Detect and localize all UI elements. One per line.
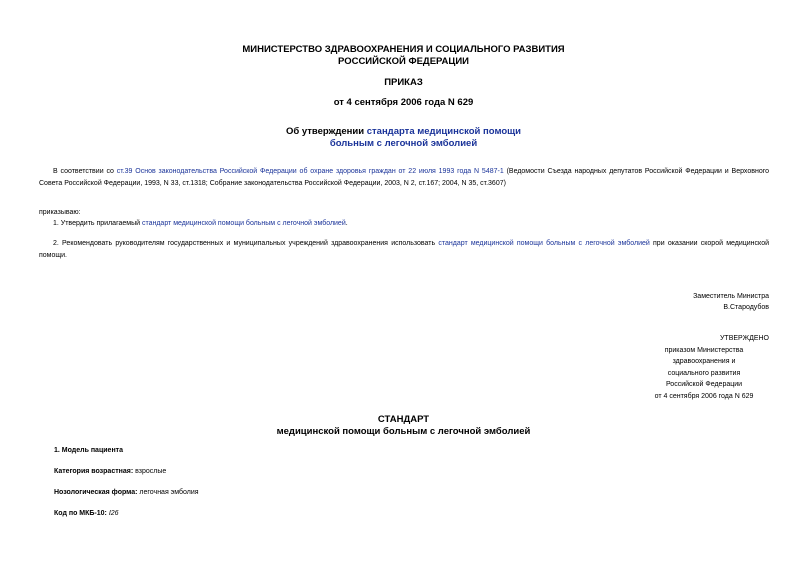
order-item-1 bbox=[39, 218, 769, 230]
nosology-form bbox=[54, 487, 199, 498]
ministry-line-1: МИНИСТЕРСТВО ЗДРАВООХРАНЕНИЯ И СОЦИАЛЬНОГО РАЗВИТИЯ bbox=[242, 44, 565, 55]
doc-date: от 4 сентября 2006 года N 629 bbox=[333, 97, 474, 108]
item2-before: 2. Рекомендовать руководителям государственных и муниципальных учреждений здравоохранения использовать bbox=[53, 240, 439, 247]
age-label: Категория возрастная: bbox=[54, 468, 134, 475]
approval-line-4: Российской Федерации bbox=[665, 381, 743, 388]
item2-standard-link[interactable]: стандарт медицинской помощи больным с легочной эмболией bbox=[438, 240, 650, 247]
doc-type: ПРИКАЗ bbox=[384, 77, 423, 88]
subject-prefix: Об утверждении bbox=[285, 126, 367, 137]
ministry-title bbox=[0, 44, 807, 68]
icd-code bbox=[54, 508, 119, 519]
approval-title: УТВЕРЖДЕНО bbox=[719, 335, 769, 342]
age-value: взрослые bbox=[133, 468, 167, 475]
section-patient-model: 1. Модель пациента bbox=[54, 447, 123, 454]
signature-block bbox=[693, 291, 769, 313]
icd-label: Код по МКБ-10: bbox=[54, 510, 107, 517]
standard-title: СТАНДАРТ bbox=[377, 414, 430, 425]
approval-line-1: приказом Министерства bbox=[664, 346, 744, 354]
nosology-value: легочная эмболия bbox=[137, 489, 199, 496]
order-command: приказываю: bbox=[39, 209, 81, 216]
preamble-law-link[interactable]: ст.39 Основ законодательства Российской Федерации об охране здоровья граждан от 22 июля 1993 года N 5487-1 bbox=[116, 168, 504, 175]
approval-line-2: здравоохранения и bbox=[672, 358, 736, 365]
preamble-text-after: (Ведомости Съезда народных депутатов Российской Федерации и Верховного Совета Российской Федерации, 1993, N 33, ст.1318; Собрание законодательства Российской Федерации, 2003, N 2, ст.167; 2004, N 35, ст.3607) bbox=[39, 168, 769, 187]
approval-line-3: социального развития bbox=[667, 369, 741, 377]
order-item-2 bbox=[39, 238, 769, 261]
standard-subtitle: медицинской помощи больным с легочной эмболией bbox=[276, 426, 531, 437]
approval-block bbox=[639, 333, 769, 402]
ministry-line-2: РОССИЙСКОЙ ФЕДЕРАЦИИ bbox=[337, 56, 469, 67]
preamble-text-before: В соответствии со bbox=[53, 168, 117, 175]
preamble-paragraph bbox=[39, 166, 769, 189]
icd-value: I26 bbox=[106, 510, 119, 517]
item1-before: 1. Утвердить прилагаемый bbox=[53, 220, 142, 227]
age-category bbox=[54, 466, 166, 477]
item1-standard-link[interactable]: стандарт медицинской помощи больным с легочной эмболией bbox=[141, 220, 346, 227]
signer-position: Заместитель Министра bbox=[693, 293, 769, 300]
standard-heading bbox=[0, 414, 807, 438]
subject-link-line2[interactable]: больным с легочной эмболией bbox=[329, 138, 478, 149]
subject-link-line1[interactable]: стандарта медицинской помощи bbox=[366, 126, 522, 137]
signer-name: В.Стародубов bbox=[723, 304, 769, 311]
item1-after: . bbox=[345, 220, 348, 227]
order-subject bbox=[0, 126, 807, 150]
item2-after: при оказании скорой медицинской помощи. bbox=[39, 240, 769, 259]
approval-line-5: от 4 сентября 2006 года N 629 bbox=[654, 392, 754, 400]
nosology-label: Нозологическая форма: bbox=[54, 489, 138, 496]
